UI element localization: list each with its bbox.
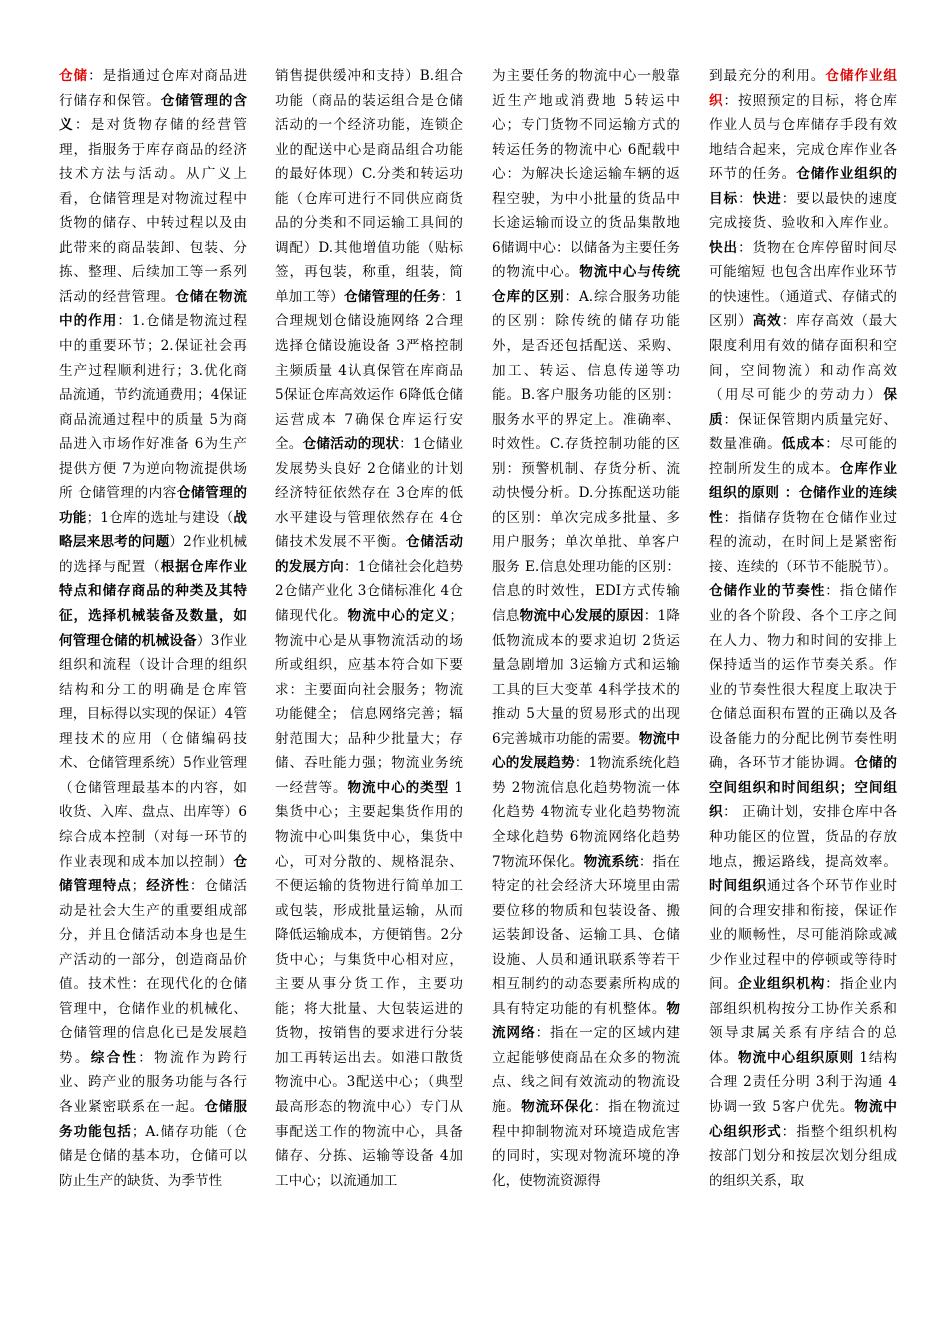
body-text: 通过各个环节作业时间的合理安排和衔接，保证作业的顺畅性，尽可能消除或减少作业过程中的停顿或等待时间。 [709,878,898,993]
term-heading: 企业组织机构 [738,976,826,993]
body-text: ：指储存货物在仓储作业过程的流动，在时间上是紧密衔接、连续的（环节不能脱节）。 [709,509,898,575]
body-text: 到最充分的利用。 [709,68,826,84]
body-text: 1集货中心；主要起集货作用的物流中心叫集货中心，集货中心，可对分散的、规格混杂、不便运输的货物进行简单加工或包装，形成批量运输，从而降低运输成本，方便销售。2分货中心；与集货中心相对应，主要从事分货工作，主要功能；将大批量、大包装运进的货物，按销售的要求进行分装加工再转运出去。如港口散货物流中心。3配送中心；（典型最高形态的物流中心）专门从事配送工作的物流中心，具备储存、分拣、运输等设备 4加工中心；以流通加工 [275,779,463,1189]
term-heading: 仓储管理的任务 [343,288,441,305]
body-text: ）2作业机械的选择与配置（ [59,534,248,575]
term-heading: 高效 [752,313,782,330]
term-heading-red: 仓储作业组织 [709,68,898,109]
term-heading: 仓储在物流中的作用 [59,288,248,330]
body-text: ：1.仓储是物流过程中的重要环节；2.保证社会再生产过程顺利进行；3.优化商品流通，节约流通费用；4保证商品流通过程中的质量 5为商品进入市场作好准备 6为生产提供方便 7为逆向物流提供场所 仓储管理的内容 [59,313,247,502]
body-text: ：1仓储社会化趋势 2仓储产业化 3仓储标准化 4仓储现代化。 [275,558,463,625]
term-heading: 物流网络 [492,1000,680,1042]
body-text: ：库存高效（最大限度利用有效的储存面积和空间，空间物流）和动作高效（用尽可能少的劳动力） [709,313,898,404]
term-heading: 低成本 [781,436,826,453]
term-heading: 快出 [709,239,739,256]
body-text: ：指在一定的区域内建立起能够使商品在众多的物流点、线之间有效流动的物流设施。 [492,1025,681,1115]
body-text: ：1合理规划仓储设施网络 2合理选择仓储设施设备 3严格控制主频质量 4认真保管在库商品 5保证仓库高效运作 6降低仓储运营成本 7确保仓库运行安全。 [275,288,464,453]
text-column-4 [709,64,897,1193]
term-heading: 仓库作业组织的原则 ：仓储作业的连续性 [709,460,898,526]
text-column-3 [492,64,680,1193]
term-heading: 仓储的空间组织和时间组织；空间组织 [709,755,898,821]
body-text: 为主要任务的物流中心一般靠近生产地或消费地 5转运中心；专门货物不同运输方式的转运任务的物流中心 6配载中心：为解决长途运输车辆的返程空驶，为中小批量的货品中长途运输而设立的货品集散地 6储调中心：以储备为主要任务的物流中心。 [492,68,680,281]
term-heading: 物流中心的发展趋势 [492,730,680,772]
body-text: ： [738,190,753,207]
term-heading: 物流环保化 [521,1098,594,1115]
body-text: ）3作业组织和流程（设计合理的组织结构和分工的明确是仓库管理，目标得以实现的保证）4管理技术的应用（仓储编码技术、仓储管理系统）5作业管理（仓储管理最基本的内容，如收货、入库、盘点、出库等）6综合成本控制（对每一环节的作业表现和成本加以控制） [59,632,248,870]
body-text: ：按照预定的目标，将仓库作业人员与仓库储存手段有效地结合起来，完成仓库作业各环节的任务。 [709,92,898,183]
body-text: ：物流作为跨行业、跨产业的服务功能与各行各业紧密联系在一起。 [59,1049,248,1115]
body-text: ：仓储活动是社会大生产的重要组成部分，并且仓储活动本身也是生产活动的一部分，创造商品价值。技术性：在现代化的仓储管理中，仓储作业的机械化、仓储管理的信息化已是发展趋势。 [59,878,248,1066]
body-text: ：1物流系统化趋势 2物流信息化趋势物流一体化趋势 4物流专业化趋势物流全球化趋势 6物流网络化趋势 7物流环保化。 [492,755,680,870]
term-heading: 仓储管理的含义 [59,92,248,134]
body-text: ； [131,878,146,895]
body-text: ：是对货物存储的经营管理，指服务于库存商品的经济技术方法与活动。从广义上看，仓储管理是对物流过程中货物的储存、中转过程以及由此带来的商品装卸、包装、分拣、整理、后续加工等一系列活动的经营管理。 [59,117,248,305]
term-heading: 物流中心的类型 [347,779,450,796]
term-heading: 仓储管理特点 [59,853,247,895]
term-heading: 时间组织 [709,878,768,895]
body-text: ：保证保管期内质量完好、数量准确。 [709,411,898,453]
term-heading: 仓储管理的功能 [59,485,247,526]
text-column-2 [275,64,463,1193]
body-text: ： 正确计划，安排仓库中各种功能区的位置，货品的存放地点，搬运路线，提高效率。 [709,804,898,870]
body-text: ：指仓储作业的各个阶段、各个工序之间在人力、物力和时间的安排上保持适当的运作节奏关系。作业的节奏性很大程度上取决于仓储总面积布置的正确以及各设备能力的分配比例节奏性明确，各环节才能协调。 [709,583,898,772]
body-text: ：A.综合服务功能的区别：除传统的储存功能外，是否还包括配送、采购、加工、转运、信息传递等功能。B.客户服务功能的区别：服务水平的界定上。准确率、时效性。C.存货控制功能的区别：预警机制、存货分析、流动快慢分析。D.分拣配送功能的区别：单次完成多批量、多用户服务；单次单批、单客户服务 E.信息处理功能的区别：信息的时效性，EDI方式传输信息 [492,288,681,625]
text-column-1 [59,64,247,1193]
body-text: ：是指通过仓库对商品进行储存和保管。 [59,68,248,109]
term-heading-red: 仓储 [59,68,89,84]
term-heading: 战略层来思考的问题 [59,509,247,551]
body-text: ；A.储存功能（仓储是仓储的基本功，仓储可以防止生产的缺货、为季节性 [59,1123,248,1189]
term-heading: 物流中心与传统仓库的区别 [492,264,680,305]
term-heading: 物流中心组织形式 [709,1098,897,1140]
body-text: ：指在物流过程中抑制物流对环境造成危害的同时，实现对物流环境的净化，使物流资源得 [492,1098,681,1189]
term-heading: 仓储活动的发展方向 [275,534,464,575]
body-text: 1结构合理 2责任分明 3利于沟通 4协调一致 5客户优先。 [709,1049,898,1115]
term-heading: 经济性 [145,878,190,895]
term-heading: 根据仓库作业特点和储存商品的种类及其特征，选择机械装备及数量，如何管理仓储的机械设备 [59,558,248,649]
body-text: ；物流中心是从事物流活动的场所或组织，应基本符合如下要求：主要面向社会服务；物流功能健全； 信息网络完善；辐射范围大；品种少批量大；存储、吞吐能力强；物流业务统一经营等。 [275,608,464,796]
term-heading: 物流中心发展的原因 [519,608,644,625]
body-text: ；1仓库的选址与建设（ [86,509,234,526]
term-heading: 综合性 [90,1049,139,1066]
body-text: ：指整个组织机构按部门划分和按层次划分组成的组织关系，取 [709,1123,898,1189]
term-heading: 保质 [709,387,897,428]
term-heading: 仓储服务功能包括 [59,1098,248,1140]
body-text: ：1降低物流成本的要求迫切 2货运量急剧增加 3运输方式和运输工具的巨大变革 4科学技术的推动 5大量的贸易形式的出现 6完善城市功能的需要。 [492,608,681,747]
term-heading: 仓储活动的现状 [302,436,400,453]
term-heading: 仓储作业组织的目标 [709,166,897,207]
term-heading: 物流中心的定义 [347,608,450,625]
term-heading: 物流中心组织原则 [738,1049,855,1066]
body-text: ：要以最快的速度完成接货、验收和入库作业。 [709,190,898,232]
body-text: ：指在特定的社会经济大环境里由需要位移的物质和包装设备、搬运装卸设备、运输工具、仓储设施、人员和通讯联系等若干相互制约的动态要素所构成的具有特定功能的有机整体。 [492,853,680,1017]
body-text: ：1仓储业发展势头良好 2仓储业的计划经济特征依然存在 3仓库的低水平建设与管理依然存在 4仓储技术发展不平衡。 [275,436,464,551]
body-text: ：尽可能的控制所发生的成本。 [709,436,898,477]
body-text: ：指企业内部组织机构按分工协作关系和领导隶属关系有序结合的总体。 [709,976,898,1066]
term-heading: 仓储作业的节奏性 [709,583,826,600]
body-text: ：货物在仓库停留时间尽可能缩短 也包含出库作业环节的快速性。（通道式、存储式的区别） [709,239,898,330]
term-heading: 快进 [752,190,782,207]
body-text: 销售提供缓冲和支持）B.组合功能（商品的装运组合是仓储活动的一个经济功能，连锁企业的配送中心是商品组合功能的最好体现）C.分类和转运功能（仓库可进行不同供应商货品的分类和不同运输工具间的调配）D.其他增值功能（贴标签，再包装，称重，组装，简单加工等） [275,68,463,305]
term-heading: 物流系统 [583,853,639,870]
